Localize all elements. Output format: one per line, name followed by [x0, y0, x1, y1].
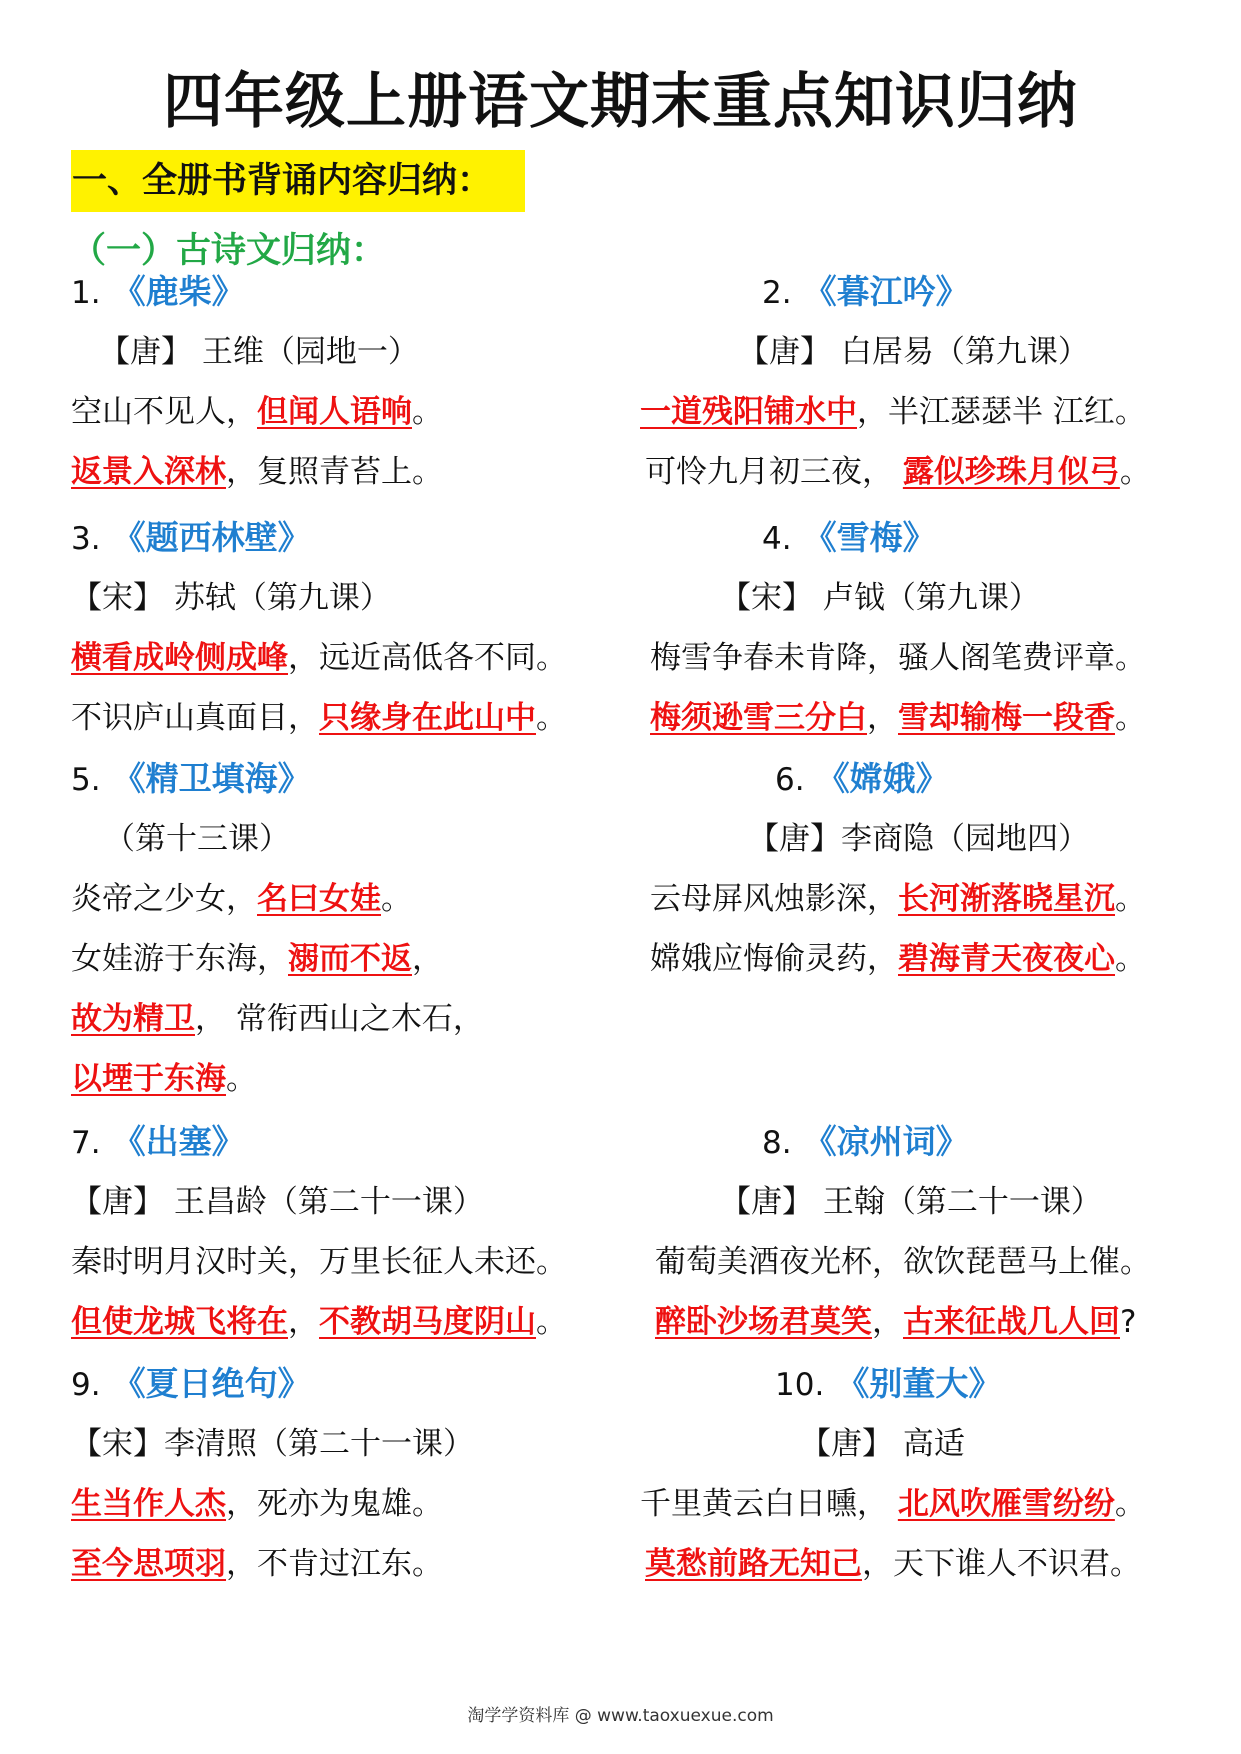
verse-text: ， 常衔西山之木石，	[195, 1001, 484, 1037]
verse-highlight: 横看成岭侧成峰	[71, 640, 288, 676]
poem-title: 《鹿柴》	[112, 272, 245, 311]
poem-number: 1.	[71, 275, 101, 311]
poem-title: 《别董大》	[836, 1364, 1002, 1403]
poem-author: 【唐】 王昌龄（第二十一课）	[71, 1184, 484, 1220]
verse-highlight: 雪却输梅一段香	[898, 700, 1115, 736]
verse-highlight: 故为精卫	[71, 1001, 195, 1037]
poem-title-row	[71, 757, 311, 801]
poem-verse-line	[71, 1240, 567, 1284]
verse-text: 。	[1115, 881, 1146, 917]
verse-text: ，	[412, 941, 443, 977]
poem-author: 【唐】李商隐（园地四）	[748, 821, 1089, 857]
verse-text: ?	[1120, 1304, 1137, 1340]
poem-verse-line	[71, 1542, 443, 1586]
poem-author: 【唐】 白居易（第九课）	[738, 334, 1089, 370]
verse-highlight: 露似珍珠月似弓	[902, 454, 1120, 490]
verse-text: 秦时明月汉时关，万里长征人未还。	[71, 1244, 567, 1280]
poem-verse-line	[71, 450, 443, 494]
verse-highlight: 溺而不返	[288, 941, 412, 977]
poem-title: 《题西林壁》	[112, 518, 311, 557]
poem-author: 【宋】李清照（第二十一课）	[71, 1426, 474, 1462]
poem-title-row	[775, 1362, 1001, 1406]
verse-text: 炎帝之少女，	[71, 881, 257, 917]
poem-verse-line	[650, 636, 1146, 680]
poem-title-row	[762, 270, 969, 314]
verse-text: ，	[872, 1304, 903, 1340]
poem-number: 3.	[71, 521, 101, 557]
poem-verse-line	[71, 696, 567, 740]
verse-text: 。	[1115, 700, 1146, 736]
poem-author: 【唐】 高适	[800, 1426, 965, 1462]
verse-text: 。	[1119, 454, 1151, 490]
verse-text: 可怜九月初三夜，	[645, 454, 903, 490]
verse-highlight: 梅须逊雪三分白	[650, 700, 867, 736]
verse-text: ，	[288, 1304, 319, 1340]
poem-title-row	[71, 1362, 311, 1406]
poem-author: （第十三课）	[104, 821, 290, 857]
poem-number: 6.	[775, 762, 805, 798]
poem-number: 7.	[71, 1125, 101, 1161]
verse-text: 千里黄云白日曛，	[640, 1486, 898, 1522]
poem-title: 《夏日绝句》	[112, 1364, 311, 1403]
verse-text: 梅雪争春未肯降，骚人阁笔费评章。	[650, 640, 1146, 676]
verse-text: 。	[536, 700, 567, 736]
poem-verse-line	[650, 696, 1146, 740]
verse-text: 空山不见人，	[71, 394, 257, 430]
poem-title-row	[762, 1120, 969, 1164]
verse-highlight: 醉卧沙场君莫笑	[655, 1304, 872, 1340]
verse-highlight: 但闻人语响	[257, 394, 412, 430]
poem-number: 4.	[762, 521, 792, 557]
poem-title-row	[71, 270, 245, 314]
verse-highlight: 但使龙城飞将在	[71, 1304, 288, 1340]
poem-author: 【宋】 苏轼（第九课）	[71, 580, 391, 616]
verse-highlight: 返景入深林	[71, 454, 226, 490]
poem-verse-line	[645, 1542, 1141, 1586]
verse-text: ，	[867, 700, 898, 736]
poem-verse-line	[655, 1300, 1136, 1344]
poem-verse-line	[71, 1482, 443, 1526]
verse-highlight: 北风吹雁雪纷纷	[897, 1486, 1115, 1522]
verse-text: ，不肯过江东。	[226, 1546, 443, 1582]
verse-highlight: 只缘身在此山中	[319, 700, 536, 736]
poem-title: 《雪梅》	[803, 518, 936, 557]
poem-verse-line	[640, 1482, 1146, 1526]
verse-highlight: 至今思项羽	[71, 1546, 226, 1582]
verse-text: 葡萄美酒夜光杯，欲饮琵琶马上催。	[655, 1244, 1151, 1280]
poem-verse-line	[71, 937, 443, 981]
verse-highlight: 生当作人杰	[71, 1486, 226, 1522]
verse-text: ，半江瑟瑟半 江红。	[857, 394, 1146, 430]
verse-text: ，天下谁人不识君。	[862, 1546, 1141, 1582]
verse-text: 女娃游于东海，	[71, 941, 288, 977]
verse-highlight: 以堙于东海	[71, 1061, 226, 1097]
verse-text: 。	[1115, 941, 1146, 977]
poem-number: 5.	[71, 762, 101, 798]
verse-text: 。	[536, 1304, 567, 1340]
poem-verse-line	[71, 997, 484, 1041]
verse-text: 。	[412, 394, 443, 430]
poem-verse-line	[655, 1240, 1151, 1284]
section-heading: 一、全册书背诵内容归纳：	[71, 150, 525, 212]
verse-text: ，死亦为鬼雄。	[226, 1486, 443, 1522]
poem-title: 《凉州词》	[803, 1122, 969, 1161]
poem-title-row	[762, 516, 936, 560]
subsection-heading: （一）古诗文归纳：	[71, 231, 387, 271]
verse-text: ，远近高低各不同。	[288, 640, 567, 676]
poem-number: 8.	[762, 1125, 792, 1161]
poem-title: 《出塞》	[112, 1122, 245, 1161]
footer-watermark: 淘学学资料库 @ www.taoxuexue.com	[467, 1706, 774, 1726]
poem-verse-line	[71, 1057, 257, 1101]
poem-verse-line	[645, 450, 1151, 494]
poem-title: 《嫦娥》	[816, 759, 949, 798]
poem-verse-line	[71, 390, 443, 434]
poem-title: 《暮江吟》	[803, 272, 969, 311]
verse-highlight: 名曰女娃	[257, 881, 381, 917]
poem-number: 10.	[775, 1367, 825, 1403]
poem-author: 【唐】 王翰（第二十一课）	[720, 1184, 1102, 1220]
verse-highlight: 不教胡马度阴山	[319, 1304, 536, 1340]
verse-text: 不识庐山真面目，	[71, 700, 319, 736]
poem-title-row	[71, 516, 311, 560]
verse-highlight: 碧海青天夜夜心	[898, 941, 1115, 977]
poem-verse-line	[71, 636, 567, 680]
poem-verse-line	[640, 390, 1146, 434]
verse-highlight: 一道残阳铺水中	[640, 394, 857, 430]
verse-text: ，复照青苔上。	[226, 454, 443, 490]
verse-text: 嫦娥应悔偷灵药，	[650, 941, 898, 977]
poem-verse-line	[650, 877, 1146, 921]
poem-number: 9.	[71, 1367, 101, 1403]
poem-verse-line	[71, 877, 412, 921]
page-title: 四年级上册语文期末重点知识归纳	[163, 67, 1078, 137]
verse-highlight: 古来征战几人回	[903, 1304, 1120, 1340]
poem-number: 2.	[762, 275, 792, 311]
verse-highlight: 长河渐落晓星沉	[898, 881, 1115, 917]
verse-highlight: 莫愁前路无知己	[645, 1546, 862, 1582]
poem-title-row	[775, 757, 949, 801]
poem-author: 【宋】 卢钺（第九课）	[720, 580, 1040, 616]
verse-text: 。	[381, 881, 412, 917]
verse-text: 。	[1114, 1486, 1146, 1522]
verse-text: 。	[226, 1061, 257, 1097]
poem-title-row	[71, 1120, 245, 1164]
poem-verse-line	[650, 937, 1146, 981]
verse-text: 云母屏风烛影深，	[650, 881, 898, 917]
poem-title: 《精卫填海》	[112, 759, 311, 798]
poem-verse-line	[71, 1300, 567, 1344]
poem-author: 【唐】 王维（园地一）	[99, 334, 419, 370]
